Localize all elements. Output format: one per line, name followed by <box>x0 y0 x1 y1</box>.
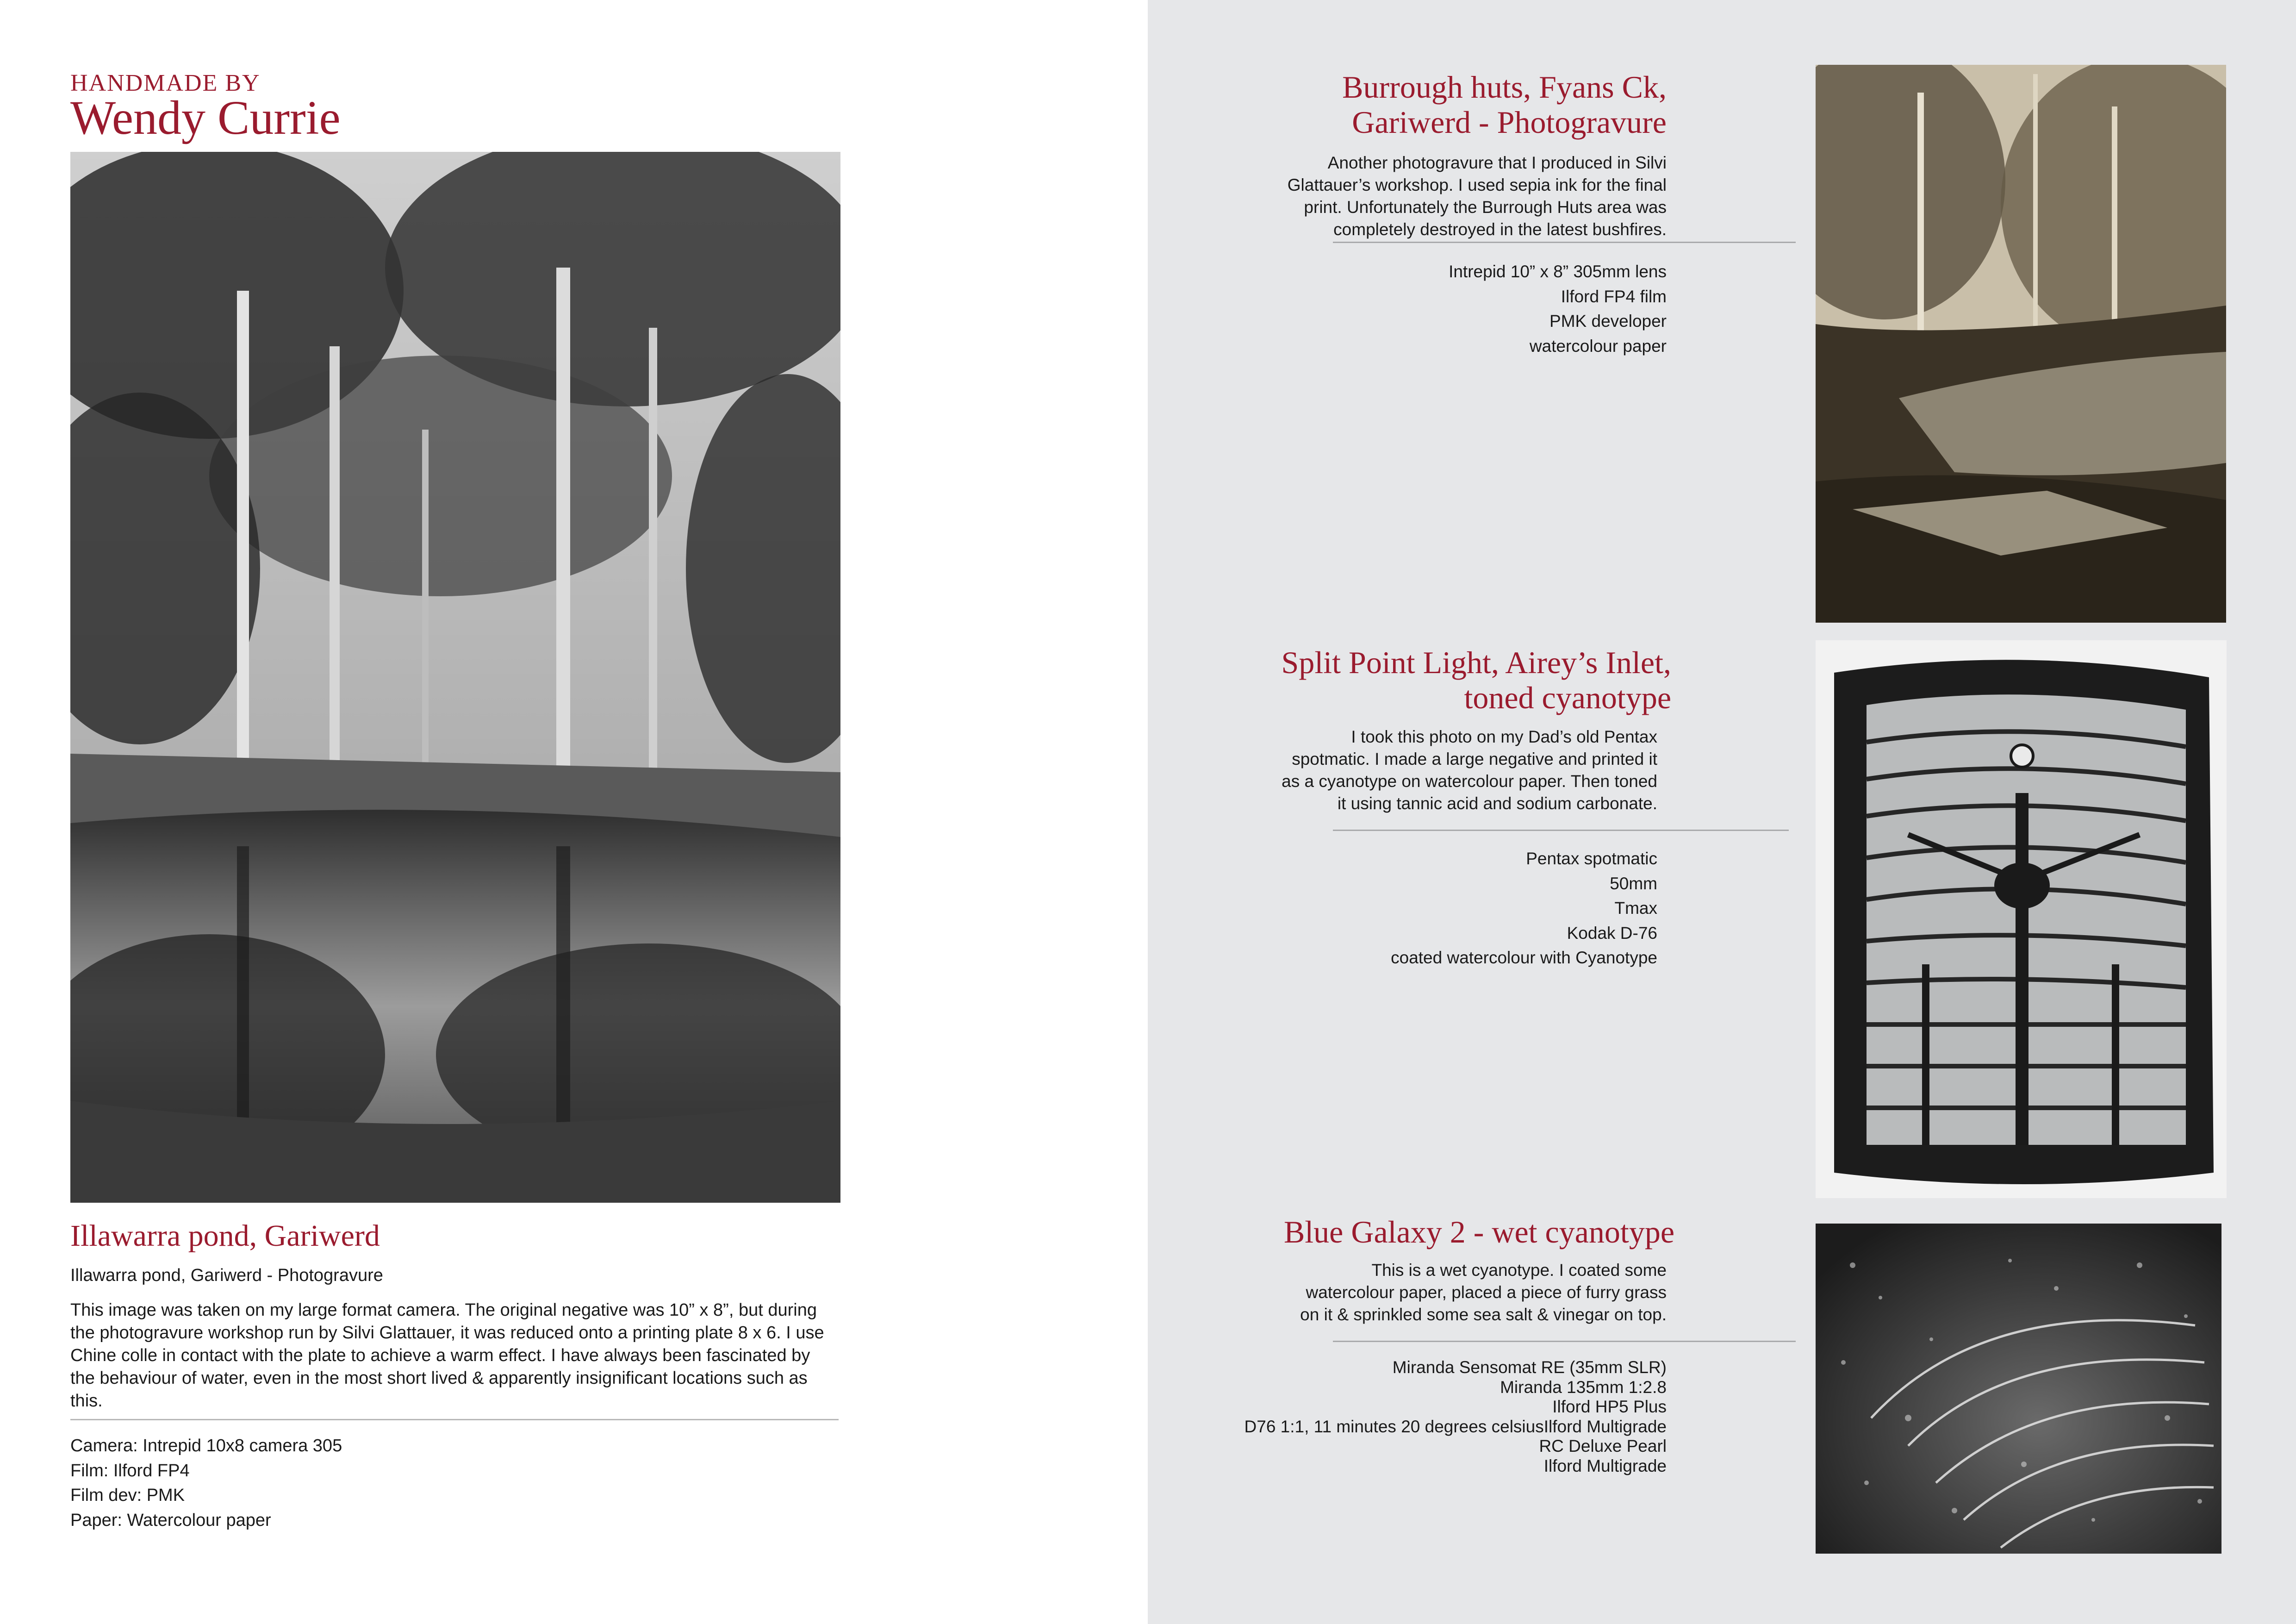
description-line: Another photogravure that I produced in Silvi <box>1327 153 1667 172</box>
description-line: it using tannic acid and sodium carbonate. <box>1337 794 1657 813</box>
divider <box>70 1419 839 1420</box>
photo-burrough-huts <box>1816 65 2226 623</box>
brand-name: Wendy Currie <box>70 91 341 144</box>
spec-line: Ilford Multigrade <box>1543 1456 1667 1475</box>
title-line: Split Point Light, Airey’s Inlet, <box>1281 645 1671 680</box>
description-line: completely destroyed in the latest bushfires. <box>1333 220 1667 239</box>
spec-line: PMK developer <box>1549 312 1667 331</box>
brand-kicker: HANDMADE BY <box>70 70 261 96</box>
description-line: spotmatic. I made a large negative and printed it <box>1292 750 1657 768</box>
spec-line: RC Deluxe Pearl <box>1539 1437 1667 1455</box>
description-line: watercolour paper, placed a piece of furry grass <box>1306 1283 1667 1302</box>
entry-specs-blue-galaxy <box>1244 1358 1667 1476</box>
spec-line: D76 1:1, 11 minutes 20 degrees celsiusIlford Multigrade <box>1244 1417 1667 1436</box>
title-line: Gariwerd - Photogravure <box>1352 105 1667 140</box>
spec-line: Film dev: PMK <box>70 1486 185 1505</box>
description-line: Glattauer’s workshop. I used sepia ink for the final <box>1287 175 1667 194</box>
divider <box>1333 242 1796 243</box>
spec-line: coated watercolour with Cyanotype <box>1391 948 1657 967</box>
description-line: I took this photo on my Dad’s old Pentax <box>1351 727 1657 746</box>
entry-specs-split-point <box>1391 846 1657 970</box>
entry-title-blue-galaxy <box>1284 1214 1674 1249</box>
divider <box>1333 830 1789 831</box>
spec-line: Ilford FP4 film <box>1561 287 1667 306</box>
entry-title-split-point <box>1282 645 1671 715</box>
spec-line: Ilford HP5 Plus <box>1552 1397 1667 1416</box>
entry-title-burrough <box>1342 69 1667 140</box>
photo-blue-galaxy <box>1816 1224 2221 1554</box>
right-page <box>1148 0 2296 1624</box>
spec-line: Film: Ilford FP4 <box>70 1461 190 1480</box>
spec-line: Pentax spotmatic <box>1526 849 1657 868</box>
entry-specs-burrough <box>1449 259 1667 358</box>
feature-title: Illawarra pond, Gariwerd <box>70 1219 380 1253</box>
divider <box>1333 1341 1796 1342</box>
spec-line: Paper: Watercolour paper <box>70 1510 271 1530</box>
description-line: on it & sprinkled some sea salt & vinegar on top. <box>1300 1305 1667 1324</box>
description-line: as a cyanotype on watercolour paper. Then toned <box>1282 772 1657 791</box>
description-line: print. Unfortunately the Burrough Huts area was <box>1304 198 1667 217</box>
spec-line: Camera: Intrepid 10x8 camera 305 <box>70 1436 342 1455</box>
spec-line: Tmax <box>1614 899 1657 918</box>
spec-line: Miranda Sensomat RE (35mm SLR) <box>1392 1358 1667 1377</box>
feature-description: This image was taken on my large format camera. The original negative was 10” x 8”, but during the photogravure workshop run by Silvi Glattauer, it was reduced onto a printing plate 8 x 6. I use Chine colle in contact with the plate to achieve a warm effect. I have always been fascinated by the behaviour of water, even in the most short lived & apparently insignificant locations such as this. <box>70 1300 824 1411</box>
spec-line: watercolour paper <box>1529 336 1667 356</box>
title-line: Blue Galaxy 2 - wet cyanotype <box>1283 1214 1674 1249</box>
title-line: toned cyanotype <box>1464 680 1671 715</box>
entry-description-split-point <box>1282 726 1657 815</box>
feature-specs <box>70 1434 342 1533</box>
spec-line: 50mm <box>1610 874 1657 893</box>
spec-line: Miranda 135mm 1:2.8 <box>1500 1377 1667 1397</box>
photo-split-point-light <box>1816 640 2227 1198</box>
entry-description-burrough <box>1288 152 1667 241</box>
title-line: Burrough huts, Fyans Ck, <box>1342 69 1667 105</box>
photo-illawarra-pond <box>70 152 840 1203</box>
description-line: This is a wet cyanotype. I coated some <box>1371 1261 1667 1280</box>
entry-description-blue-galaxy <box>1300 1259 1667 1326</box>
spec-line: Intrepid 10” x 8” 305mm lens <box>1449 262 1667 281</box>
feature-subtitle: Illawarra pond, Gariwerd - Photogravure <box>70 1266 383 1285</box>
spec-line: Kodak D-76 <box>1567 923 1657 943</box>
